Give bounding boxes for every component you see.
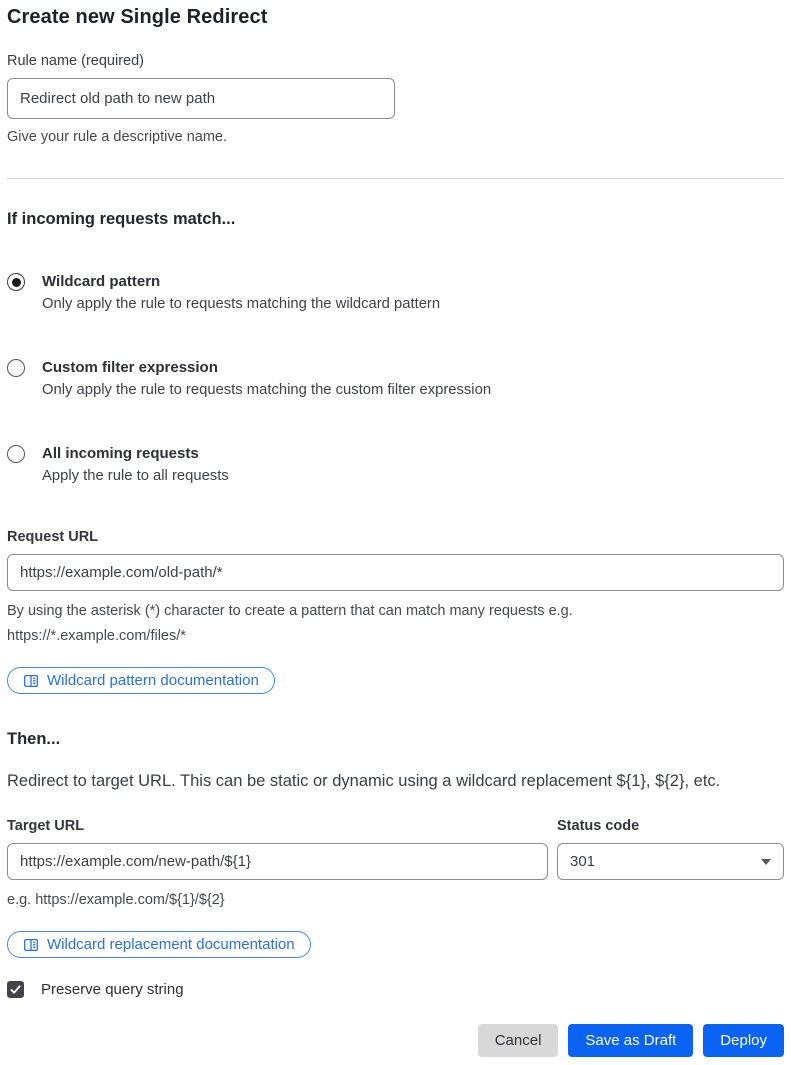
- section-divider: [7, 178, 784, 179]
- cancel-button[interactable]: Cancel: [478, 1024, 559, 1057]
- request-url-input[interactable]: [7, 554, 784, 591]
- radio-option-custom-filter-expression[interactable]: [7, 357, 784, 402]
- radio-description: Apply the rule to all requests: [42, 468, 229, 484]
- page-title: Create new Single Redirect: [7, 6, 268, 28]
- book-icon: [23, 937, 39, 953]
- footer-actions: [7, 1024, 784, 1057]
- book-icon: [23, 673, 39, 689]
- preserve-query-label: Preserve query string: [41, 981, 184, 998]
- match-section-heading: If incoming requests match...: [7, 210, 236, 228]
- doc-button-label: Wildcard pattern documentation: [47, 672, 259, 689]
- rule-name-help: Give your rule a descriptive name.: [7, 129, 228, 145]
- save-draft-button[interactable]: Save as Draft: [568, 1024, 693, 1057]
- status-code-select[interactable]: [557, 843, 784, 880]
- radio-button[interactable]: [7, 273, 25, 291]
- preserve-query-row[interactable]: [7, 981, 784, 998]
- radio-label: Custom filter expression: [42, 359, 218, 376]
- radio-label: Wildcard pattern: [42, 273, 161, 290]
- deploy-button[interactable]: Deploy: [703, 1024, 784, 1057]
- then-section-heading: Then...: [7, 730, 61, 748]
- chevron-down-icon: [761, 859, 771, 865]
- request-url-label: Request URL: [7, 529, 99, 545]
- doc-button-label: Wildcard replacement documentation: [47, 936, 295, 953]
- wildcard-pattern-doc-button[interactable]: [7, 667, 275, 694]
- radio-button[interactable]: [7, 445, 25, 463]
- target-and-status-row: [7, 794, 784, 913]
- radio-option-all-incoming-requests[interactable]: [7, 443, 784, 488]
- check-icon: [10, 984, 21, 995]
- wildcard-replacement-doc-button[interactable]: [7, 931, 311, 958]
- status-code-value: 301: [570, 853, 596, 870]
- radio-description: Only apply the rule to requests matching the custom filter expression: [42, 382, 492, 398]
- preserve-query-checkbox[interactable]: [7, 981, 24, 998]
- request-url-help: [7, 599, 784, 649]
- rule-name-label: Rule name (required): [7, 53, 145, 69]
- match-type-radio-group: [7, 271, 784, 488]
- target-url-help: e.g. https://example.com/${1}/${2}: [7, 892, 225, 908]
- radio-dot-icon: [12, 278, 21, 287]
- target-url-input[interactable]: [7, 843, 548, 880]
- status-code-label: Status code: [557, 818, 640, 834]
- radio-button[interactable]: [7, 359, 25, 377]
- target-url-label: Target URL: [7, 818, 85, 834]
- request-url-help-line2: https://*.example.com/files/*: [7, 628, 186, 644]
- radio-description: Only apply the rule to requests matching the wildcard pattern: [42, 296, 441, 312]
- request-url-help-line1: By using the asterisk (*) character to create a pattern that can match many requests e.g.: [7, 603, 573, 619]
- radio-label: All incoming requests: [42, 445, 199, 462]
- rule-name-input[interactable]: [7, 78, 395, 119]
- radio-option-wildcard-pattern[interactable]: [7, 271, 784, 316]
- then-description: Redirect to target URL. This can be static or dynamic using a wildcard replacement ${1}, ${2}, etc.: [7, 772, 721, 790]
